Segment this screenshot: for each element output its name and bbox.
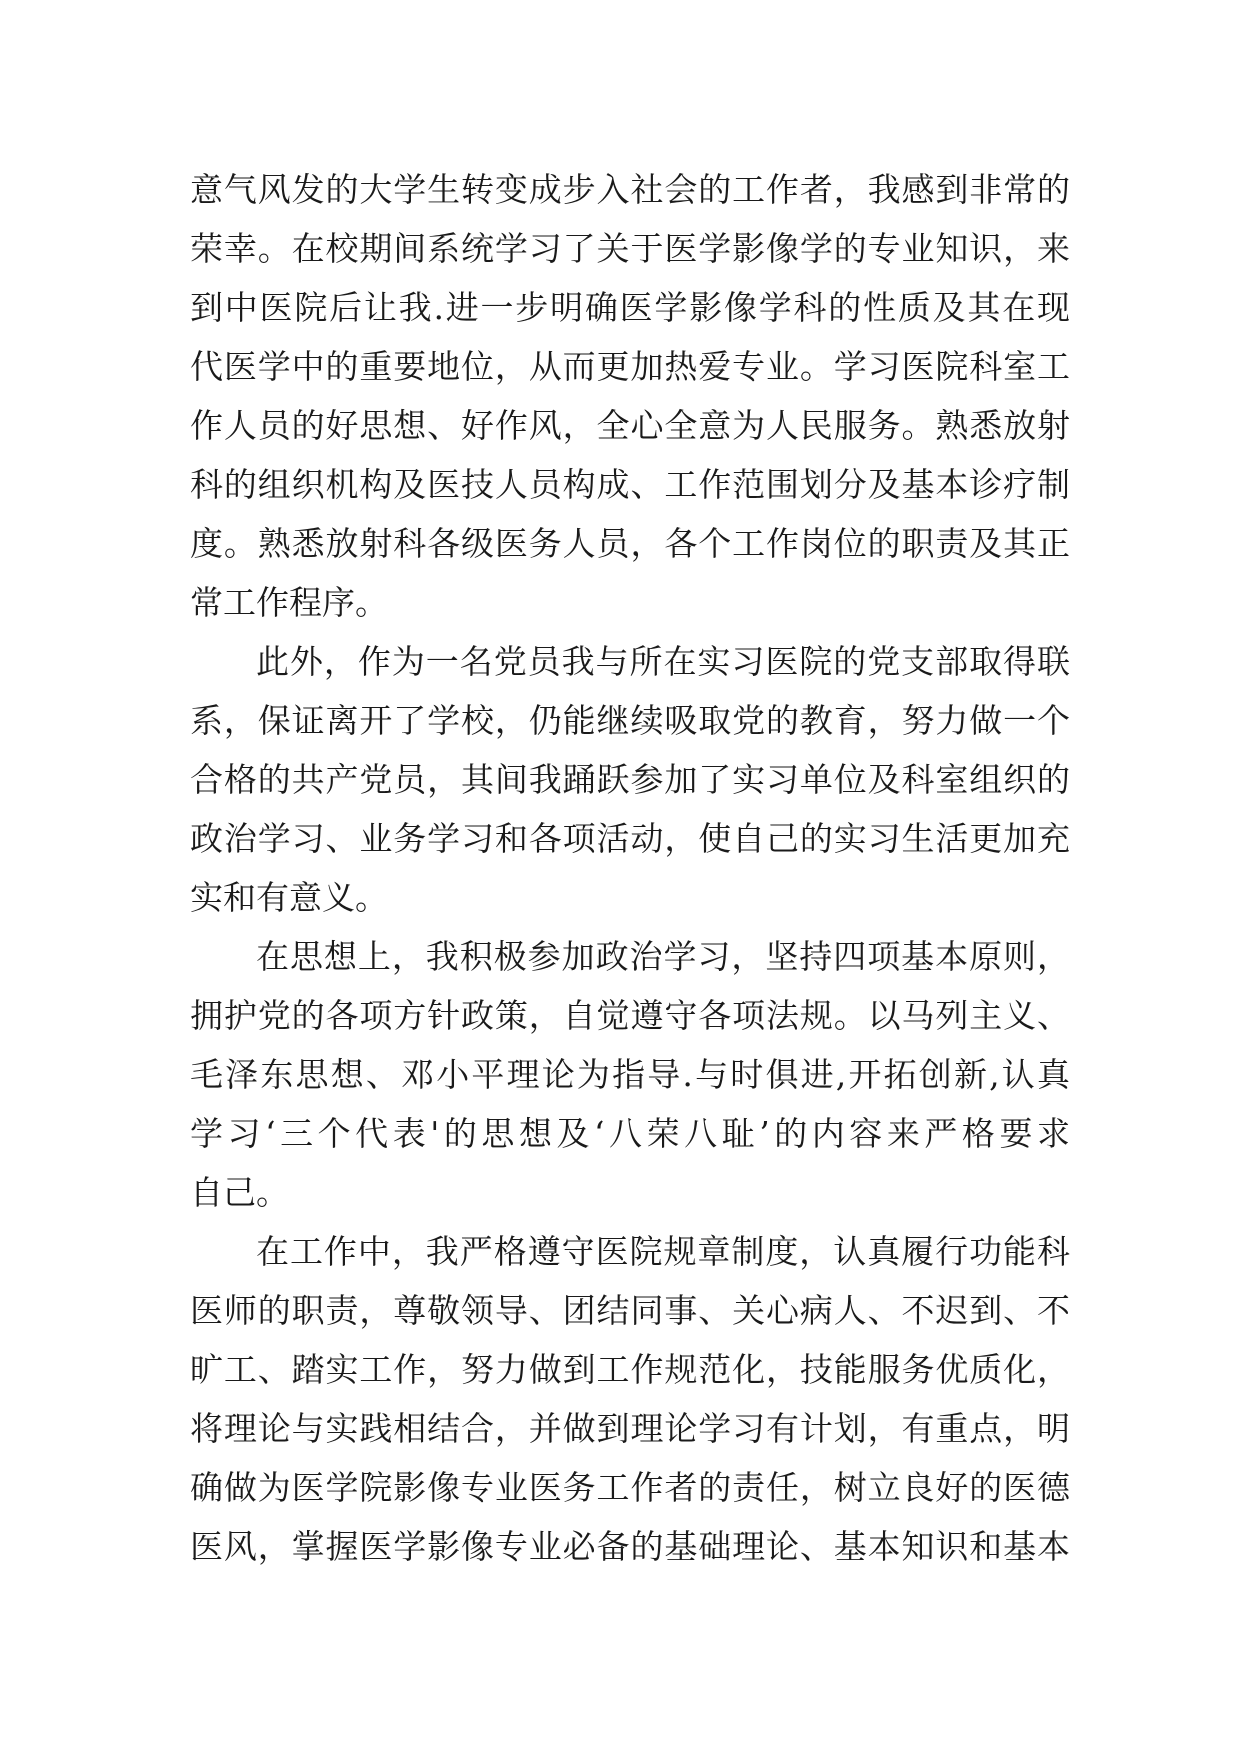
paragraph-4-line: 确做为医学院影像专业医务工作者的责任，树立良好的医德 [190,1468,1070,1507]
paragraph-4-line: 旷工、踏实工作，努力做到工作规范化，技能服务优质化， [190,1350,1070,1389]
paragraph-4-line: 在工作中，我严格遵守医院规章制度，认真履行功能科 [256,1232,1070,1271]
body-text [190,160,1070,1576]
paragraph-2-line: 此外，作为一名党员我与所在实习医院的党支部取得联 [256,642,1070,681]
paragraph-2-line: 政治学习、业务学习和各项活动，使自己的实习生活更加充 [190,819,1070,858]
paragraph-4-line: 医风，掌握医学影像专业必备的基础理论、基本知识和基本 [190,1527,1070,1566]
paragraph-3-line: 学习‘三个代表'的思想及‘八荣八耻’的内容来严格要求 [190,1114,1070,1153]
paragraph-1-line: 常工作程序。 [190,583,388,622]
paragraph-4-line: 将理论与实践相结合，并做到理论学习有计划，有重点，明 [190,1409,1070,1448]
paragraph-4-line: 医师的职责，尊敬领导、团结同事、关心病人、不迟到、不 [190,1291,1070,1330]
paragraph-3-line: 在思想上，我积极参加政治学习，坚持四项基本原则， [256,937,1070,976]
paragraph-2-line: 实和有意义。 [190,878,388,917]
paragraph-1-line: 度。熟悉放射科各级医务人员，各个工作岗位的职责及其正 [190,524,1070,563]
paragraph-1-line: 意气风发的大学生转变成步入社会的工作者，我感到非常的 [190,170,1070,209]
paragraph-3-line: 拥护党的各项方针政策，自觉遵守各项法规。以马列主义、 [190,996,1070,1035]
paragraph-3-line: 自己。 [190,1173,289,1212]
paragraph-1-line: 代医学中的重要地位，从而更加热爱专业。学习医院科室工 [190,347,1070,386]
paragraph-1-line: 荣幸。在校期间系统学习了关于医学影像学的专业知识，来 [190,229,1070,268]
paragraph-1-line: 作人员的好思想、好作风，全心全意为人民服务。熟悉放射 [190,406,1070,445]
paragraph-1-line: 到中医院后让我.进一步明确医学影像学科的性质及其在现 [190,288,1070,327]
paragraph-2-line: 系，保证离开了学校，仍能继续吸取党的教育，努力做一个 [190,701,1070,740]
paragraph-3-line: 毛泽东思想、邓小平理论为指导.与时俱进,开拓创新,认真 [190,1055,1070,1094]
paragraph-1-line: 科的组织机构及医技人员构成、工作范围划分及基本诊疗制 [190,465,1070,504]
paragraph-2-line: 合格的共产党员，其间我踊跃参加了实习单位及科室组织的 [190,760,1070,799]
